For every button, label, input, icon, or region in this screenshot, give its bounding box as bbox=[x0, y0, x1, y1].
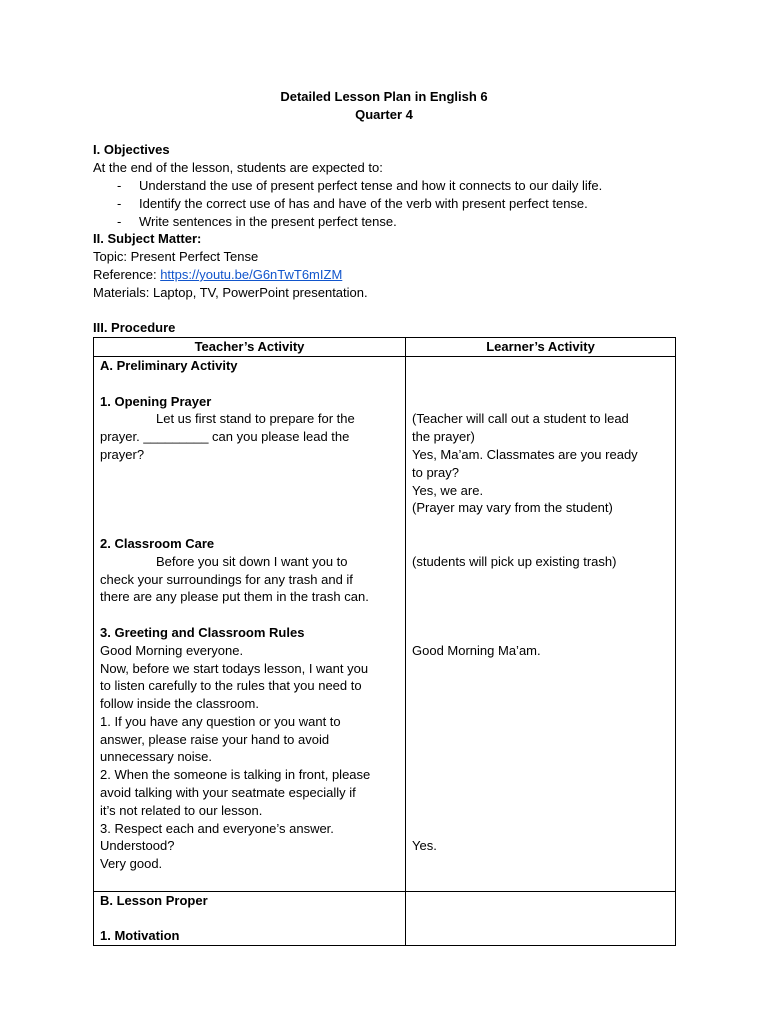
learner-prayer-text: (Teacher will call out a student to lead bbox=[412, 411, 629, 427]
greeting-text: unnecessary noise. bbox=[100, 749, 213, 765]
procedure-table bbox=[93, 337, 676, 946]
table-row bbox=[94, 891, 676, 945]
care-text: there are any please put them in the trash can. bbox=[100, 589, 369, 605]
reference-link[interactable]: https://youtu.be/G6nTwT6mIZM bbox=[160, 266, 343, 282]
learner-prayer-text: to pray? bbox=[412, 464, 459, 480]
learner-cell bbox=[406, 356, 676, 891]
greeting-text: to listen carefully to the rules that you need to bbox=[100, 678, 362, 694]
classroom-care-heading: 2. Classroom Care bbox=[100, 535, 215, 551]
greeting-text: it’s not related to our lesson. bbox=[100, 802, 263, 818]
objective-item: - Identify the correct use of has and have of the verb with present perfect tense. bbox=[93, 195, 675, 213]
greeting-text: follow inside the classroom. bbox=[100, 696, 259, 712]
greeting-text: Very good. bbox=[100, 856, 163, 872]
teacher-cell bbox=[94, 356, 406, 891]
objectives-heading: I. Objectives bbox=[93, 142, 170, 158]
lesson-plan bbox=[93, 88, 675, 946]
reference-line bbox=[93, 266, 675, 284]
learner-cell bbox=[406, 891, 676, 945]
preliminary-activity-heading: A. Preliminary Activity bbox=[100, 357, 238, 373]
learner-prayer-text: Yes, we are. bbox=[412, 482, 484, 498]
greeting-text: 3. Respect each and everyone’s answer. bbox=[100, 820, 334, 836]
objectives-intro: At the end of the lesson, students are expected to: bbox=[93, 160, 383, 176]
quarter-label: Quarter 4 bbox=[355, 106, 413, 122]
reference-label: Reference: bbox=[93, 266, 161, 282]
learner-activity-header: Learner’s Activity bbox=[406, 338, 676, 357]
prayer-text: prayer? bbox=[100, 446, 145, 462]
teacher-activity-header: Teacher’s Activity bbox=[94, 338, 406, 357]
greeting-text: Now, before we start todays lesson, I want you bbox=[100, 660, 369, 676]
prayer-text: prayer. _________ can you please lead the bbox=[100, 429, 350, 445]
objective-item: - Write sentences in the present perfect tense. bbox=[93, 213, 675, 231]
table-row bbox=[94, 356, 676, 891]
learner-prayer-text: (Prayer may vary from the student) bbox=[412, 500, 613, 516]
table-header-row bbox=[94, 338, 676, 357]
greeting-text: avoid talking with your seatmate especially if bbox=[100, 785, 356, 801]
learner-greeting-text: Yes. bbox=[412, 838, 437, 854]
greeting-text: 1. If you have any question or you want to bbox=[100, 713, 341, 729]
greeting-text: Good Morning everyone. bbox=[100, 642, 244, 658]
materials-line: Materials: Laptop, TV, PowerPoint presentation. bbox=[93, 284, 368, 300]
objectives-list bbox=[93, 177, 675, 230]
learner-greeting-text: Good Morning Ma’am. bbox=[412, 642, 541, 658]
topic-line: Topic: Present Perfect Tense bbox=[93, 249, 259, 265]
care-text: check your surroundings for any trash and if bbox=[100, 571, 353, 587]
greeting-text: answer, please raise your hand to avoid bbox=[100, 731, 330, 747]
document-title: Detailed Lesson Plan in English 6 bbox=[280, 89, 488, 104]
learner-care-text: (students will pick up existing trash) bbox=[412, 553, 617, 569]
greeting-text: 2. When the someone is talking in front, please bbox=[100, 767, 371, 783]
prayer-text: Let us first stand to prepare for the bbox=[156, 411, 355, 427]
learner-prayer-text: the prayer) bbox=[412, 429, 475, 445]
opening-prayer-heading: 1. Opening Prayer bbox=[100, 393, 212, 409]
greeting-heading: 3. Greeting and Classroom Rules bbox=[100, 624, 305, 640]
procedure-heading: III. Procedure bbox=[93, 320, 176, 336]
motivation-heading: 1. Motivation bbox=[100, 928, 180, 944]
learner-prayer-text: Yes, Ma’am. Classmates are you ready bbox=[412, 446, 638, 462]
teacher-cell bbox=[94, 891, 406, 945]
subject-heading: II. Subject Matter: bbox=[93, 231, 202, 247]
greeting-text: Understood? bbox=[100, 838, 175, 854]
care-text: Before you sit down I want you to bbox=[156, 553, 348, 569]
objective-item: - Understand the use of present perfect tense and how it connects to our daily life. bbox=[93, 177, 675, 195]
lesson-proper-heading: B. Lesson Proper bbox=[100, 892, 208, 908]
